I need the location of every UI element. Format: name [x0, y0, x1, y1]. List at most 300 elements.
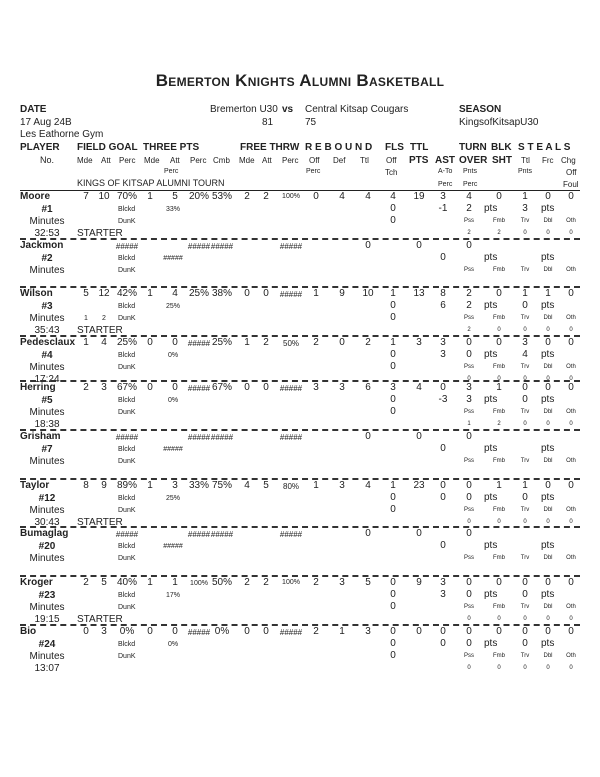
player-name: Bumaglag — [20, 528, 69, 539]
stat-tpp: ##### — [187, 628, 211, 637]
oth-label: Oth — [566, 409, 576, 415]
stat-fls: 0 — [390, 577, 396, 588]
blocked-label: Blckd — [118, 255, 136, 262]
stat-fgp: ##### — [115, 242, 139, 251]
fmb-label: Fmb — [493, 315, 505, 321]
three-pt-attempt-perc: 0% — [167, 352, 179, 359]
minutes-label: Minutes — [29, 362, 65, 373]
to-oth: 0 — [569, 665, 573, 671]
starter-label: STARTER — [77, 325, 123, 336]
col-steals: S T E A L S — [518, 142, 571, 153]
col-fg-perc: Perc — [119, 156, 136, 165]
trv-label: Trv — [520, 364, 530, 370]
fmb-label: Fmb — [493, 218, 505, 224]
dbl-label: Dbl — [543, 267, 553, 273]
blocked-label: Blckd — [118, 543, 136, 550]
three-pt-attempt-perc: 33% — [165, 206, 181, 213]
dbl-label: Dbl — [543, 458, 553, 464]
player-number: #23 — [38, 590, 56, 601]
stat-tpm: 0 — [147, 626, 153, 637]
stat-tpm: 1 — [147, 288, 153, 299]
three-pt-attempt-perc: 25% — [165, 495, 181, 502]
player-divider — [20, 429, 580, 431]
col-tch: Tch — [385, 168, 398, 177]
fmb-label: Fmb — [493, 409, 505, 415]
to-fmb: 0 — [497, 519, 501, 525]
pts-label: pts — [541, 252, 555, 263]
stat-fga: 4 — [101, 337, 107, 348]
pts-label: pts — [484, 300, 498, 311]
stat-tpp: 25% — [188, 288, 210, 299]
fmb-label: Fmb — [493, 458, 505, 464]
player-number: #1 — [41, 204, 53, 215]
dbl-label: Dbl — [543, 555, 553, 561]
stat-blk: 0 — [496, 626, 502, 637]
to-oth: 0 — [569, 519, 573, 525]
stat-ftp: 100% — [282, 193, 300, 200]
stat-reb: 4 — [365, 480, 371, 491]
stat-tpa: 0 — [172, 337, 178, 348]
to-trv: 0 — [523, 230, 527, 236]
pss-label: Pss — [463, 653, 475, 659]
stat-cmb: 50% — [211, 577, 233, 588]
stat-to: 3 — [466, 382, 472, 393]
stat-fgp: 25% — [116, 337, 138, 348]
stat-pts: 0 — [416, 240, 422, 251]
to-pss: 2 — [467, 327, 471, 333]
col-fg-att: Att — [101, 156, 111, 165]
pss-label: Pss — [463, 507, 475, 513]
stat-def: 3 — [339, 382, 345, 393]
dbl-label: Dbl — [543, 218, 553, 224]
stat-ast: 3 — [440, 577, 446, 588]
stat-tpa: 4 — [172, 288, 178, 299]
stat-fls: 3 — [390, 382, 396, 393]
stat-tpp: ##### — [187, 242, 211, 251]
fouls-other: 0 — [390, 650, 396, 661]
stat-off: 2 — [313, 577, 319, 588]
stat-tpp: ##### — [187, 530, 211, 539]
trv-label: Trv — [520, 458, 530, 464]
oth-label: Oth — [566, 458, 576, 464]
stat-st: 1 — [522, 288, 528, 299]
assist-to-ratio: 0 — [440, 540, 446, 551]
fouls-tech: 0 — [390, 300, 396, 311]
stat-frc: 0 — [545, 626, 551, 637]
stat-frc: 0 — [545, 191, 551, 202]
stat-fgm: 5 — [83, 288, 89, 299]
stat-ftp: ##### — [279, 628, 303, 637]
oth-label: Oth — [566, 653, 576, 659]
minutes-played: 35:43 — [34, 325, 60, 336]
stat-tpm: 1 — [147, 191, 153, 202]
turnover-points: 2 — [466, 203, 472, 214]
pts-label: pts — [484, 394, 498, 405]
to-trv: 0 — [523, 376, 527, 382]
assist-to-ratio: 3 — [440, 349, 446, 360]
to-trv: 0 — [523, 421, 527, 427]
stat-ast: 8 — [440, 288, 446, 299]
stat-ftm: 1 — [244, 337, 250, 348]
fmb-label: Fmb — [493, 267, 505, 273]
player-number: #24 — [38, 639, 56, 650]
stat-off: 3 — [313, 382, 319, 393]
stat-tpp: ##### — [187, 433, 211, 442]
stat-fgm: 1 — [83, 337, 89, 348]
oth-label: Oth — [566, 218, 576, 224]
pts-label: pts — [484, 443, 498, 454]
assist-to-ratio: -3 — [438, 394, 448, 405]
player-divider — [20, 526, 580, 528]
fouls-tech: 0 — [390, 349, 396, 360]
stat-tpp: ##### — [187, 384, 211, 393]
pts-label: pts — [541, 492, 555, 503]
oth-label: Oth — [566, 267, 576, 273]
col-a-to: A-To — [438, 168, 453, 175]
steal-points: 0 — [522, 589, 528, 600]
stat-fgp: 40% — [116, 577, 138, 588]
stat-fta: 0 — [263, 626, 269, 637]
player-number: #2 — [41, 253, 53, 264]
stat-fgp: ##### — [115, 433, 139, 442]
col-reb-perc: Perc — [306, 168, 321, 175]
stat-tpm: 1 — [147, 577, 153, 588]
stat-fta: 2 — [263, 337, 269, 348]
dunk-label: DunK — [118, 218, 136, 225]
stat-reb: 4 — [365, 191, 371, 202]
stat-off: 1 — [313, 480, 319, 491]
dbl-label: Dbl — [543, 409, 553, 415]
player-name: Moore — [20, 191, 50, 202]
stat-pts: 19 — [413, 191, 425, 202]
pss-label: Pss — [463, 458, 475, 464]
to-fmb: 2 — [497, 230, 501, 236]
pts-label: pts — [541, 589, 555, 600]
player-name: Bio — [20, 626, 37, 637]
stat-chg: 0 — [568, 626, 574, 637]
steal-points: 4 — [522, 349, 528, 360]
stat-fgp: 42% — [116, 288, 138, 299]
stat-tpp: 100% — [190, 580, 208, 587]
stat-st: 0 — [522, 382, 528, 393]
col-st-pnts: Pnts — [518, 168, 533, 175]
tournament-name: KINGS OF KITSAP ALUMNI TOURN — [77, 178, 225, 188]
to-fmb: 0 — [497, 616, 501, 622]
stat-tpm: 1 — [147, 480, 153, 491]
pts-label: pts — [484, 589, 498, 600]
pts-label: pts — [541, 394, 555, 405]
stat-def: 9 — [339, 288, 345, 299]
stat-reb: 6 — [365, 382, 371, 393]
to-dbl: 0 — [546, 519, 550, 525]
blocked-label: Blckd — [118, 446, 136, 453]
stat-def: 0 — [339, 337, 345, 348]
stat-ftp: 100% — [282, 579, 300, 586]
minutes-label: Minutes — [29, 216, 65, 227]
stat-pts: 0 — [416, 431, 422, 442]
stat-cmb: 75% — [211, 480, 233, 491]
turnover-points: 0 — [466, 638, 472, 649]
stat-ftm: 0 — [244, 382, 250, 393]
stat-fls: 1 — [390, 337, 396, 348]
minutes-label: Minutes — [29, 407, 65, 418]
blocked-label: Blckd — [118, 397, 136, 404]
player-divider — [20, 238, 580, 240]
vs-label: vs — [282, 104, 294, 115]
stat-fga: 10 — [98, 191, 110, 202]
fouls-other: 0 — [390, 504, 396, 515]
player-number: #3 — [41, 301, 53, 312]
stat-tpa: 0 — [172, 382, 178, 393]
oth-label: Oth — [566, 364, 576, 370]
fouls-tech: 0 — [390, 203, 396, 214]
col-ast: AST — [435, 155, 455, 166]
turnover-points: 3 — [466, 394, 472, 405]
pss-label: Pss — [463, 604, 475, 610]
to-trv: 0 — [523, 519, 527, 525]
stat-st: 0 — [522, 626, 528, 637]
stat-cmb: ##### — [210, 530, 234, 539]
pss-label: Pss — [463, 409, 475, 415]
dunk-label: DunK — [118, 604, 136, 611]
to-dbl: 0 — [546, 327, 550, 333]
home-team: Bremerton U30 — [210, 104, 278, 115]
stat-fgm: 7 — [83, 191, 89, 202]
fmb-label: Fmb — [493, 555, 505, 561]
dbl-label: Dbl — [543, 604, 553, 610]
fouls-other: 0 — [390, 601, 396, 612]
fmb-label: Fmb — [493, 364, 505, 370]
col-cmb: Cmb — [213, 156, 230, 165]
oth-label: Oth — [566, 604, 576, 610]
stat-cmb: ##### — [210, 433, 234, 442]
stat-ast: 3 — [440, 337, 446, 348]
to-fmb: 0 — [497, 665, 501, 671]
pss-label: Pss — [463, 267, 475, 273]
stat-fgp: ##### — [115, 530, 139, 539]
pts-label: pts — [541, 203, 555, 214]
player-name: Herring — [20, 382, 56, 393]
dbl-label: Dbl — [543, 364, 553, 370]
stat-tpa: 5 — [172, 191, 178, 202]
stat-ast: 3 — [440, 191, 446, 202]
minutes-played: 30:43 — [34, 517, 60, 528]
stat-fta: 2 — [263, 191, 269, 202]
player-number: #12 — [38, 493, 56, 504]
stat-tpp: ##### — [187, 339, 211, 348]
dunk-label: DunK — [118, 364, 136, 371]
stat-cmb: 25% — [211, 337, 233, 348]
to-dbl: 0 — [546, 421, 550, 427]
stat-to: 0 — [466, 577, 472, 588]
blocked-label: Blckd — [118, 592, 136, 599]
oth-label: Oth — [566, 315, 576, 321]
pss-label: Pss — [463, 218, 475, 224]
to-pss: 0 — [467, 616, 471, 622]
player-name: Kroger — [20, 577, 53, 588]
fouls-other: 0 — [390, 406, 396, 417]
dbl-label: Dbl — [543, 507, 553, 513]
col-fg-mde: Mde — [77, 156, 93, 165]
to-pss: 1 — [467, 421, 471, 427]
fmb-label: Fmb — [493, 653, 505, 659]
col-turn: TURN — [459, 142, 487, 153]
to-dbl: 0 — [546, 376, 550, 382]
stat-tpp: 20% — [188, 191, 210, 202]
col-3p-perc: Perc — [190, 156, 207, 165]
col-over: OVER — [459, 155, 488, 166]
pts-label: pts — [484, 349, 498, 360]
stat-tpm: 0 — [147, 382, 153, 393]
stat-pts: 0 — [416, 626, 422, 637]
stat-pts: 23 — [413, 480, 425, 491]
player-number: #7 — [41, 444, 53, 455]
oth-label: Oth — [566, 507, 576, 513]
dbl-label: Dbl — [543, 653, 553, 659]
to-fmb: 0 — [497, 327, 501, 333]
trv-label: Trv — [520, 315, 530, 321]
col-chg: Chg — [561, 156, 576, 165]
to-oth: 0 — [569, 376, 573, 382]
stat-tpp: 33% — [188, 480, 210, 491]
fouls-other: 0 — [390, 312, 396, 323]
stat-st: 0 — [522, 577, 528, 588]
col-player: PLAYER — [20, 142, 60, 153]
stat-frc: 0 — [545, 337, 551, 348]
col-ft-mde: Mde — [239, 156, 255, 165]
stat-frc: 1 — [545, 288, 551, 299]
stat-fls: 1 — [390, 480, 396, 491]
stat-fls: 1 — [390, 288, 396, 299]
dunk-made: 1 — [84, 315, 88, 322]
stat-def: 3 — [339, 480, 345, 491]
steal-points: 3 — [522, 203, 528, 214]
starter-label: STARTER — [77, 517, 123, 528]
stat-pts: 13 — [413, 288, 425, 299]
stat-to: 0 — [466, 528, 472, 539]
stat-to: 0 — [466, 431, 472, 442]
stat-chg: 0 — [568, 191, 574, 202]
col-pnts-perc: Perc — [463, 181, 478, 188]
pss-label: Pss — [463, 555, 475, 561]
stat-fgm: 2 — [83, 382, 89, 393]
stat-tpa: 1 — [172, 577, 178, 588]
minutes-played: 18:38 — [34, 419, 60, 430]
fmb-label: Fmb — [493, 604, 505, 610]
to-trv: 0 — [523, 665, 527, 671]
assist-to-ratio: -1 — [438, 203, 448, 214]
turnover-points: 0 — [466, 492, 472, 503]
to-pss: 0 — [467, 665, 471, 671]
stat-chg: 0 — [568, 577, 574, 588]
pts-label: pts — [541, 638, 555, 649]
col-a-to-perc: Perc — [438, 181, 453, 188]
dbl-label: Dbl — [543, 315, 553, 321]
col-att-perc: Perc — [164, 168, 179, 175]
stat-cmb: 53% — [211, 191, 233, 202]
col-3p-mde: Mde — [144, 156, 160, 165]
stat-st: 3 — [522, 337, 528, 348]
stat-blk: 0 — [496, 577, 502, 588]
player-number: #4 — [41, 350, 53, 361]
player-name: Pedesclaux — [20, 337, 76, 348]
stat-chg: 0 — [568, 382, 574, 393]
assist-to-ratio: 6 — [440, 300, 446, 311]
col-reb-ttl: Ttl — [360, 156, 369, 165]
blocked-label: Blckd — [118, 641, 136, 648]
minutes-label: Minutes — [29, 265, 65, 276]
assist-to-ratio: 0 — [440, 443, 446, 454]
player-number: #5 — [41, 395, 53, 406]
col-reb-def: Def — [333, 156, 346, 165]
stat-pts: 0 — [416, 528, 422, 539]
starter-label: STARTER — [77, 614, 123, 625]
stat-fta: 0 — [263, 288, 269, 299]
minutes-played: 19:15 — [34, 614, 60, 625]
pts-label: pts — [484, 252, 498, 263]
steal-points: 0 — [522, 638, 528, 649]
stat-to: 0 — [466, 337, 472, 348]
col-ttl: TTL — [410, 142, 429, 153]
col-ft-perc: Perc — [282, 156, 299, 165]
fouls-tech: 0 — [390, 589, 396, 600]
stat-ftm: 2 — [244, 577, 250, 588]
report-title-text: Bemerton Knights Alumni Basketball — [155, 71, 445, 90]
dunk-label: DunK — [118, 555, 136, 562]
stat-reb: 0 — [365, 240, 371, 251]
stat-ftp: 80% — [282, 482, 300, 491]
col-frc: Frc — [542, 156, 554, 165]
turnover-points: 0 — [466, 349, 472, 360]
to-pss: 2 — [467, 230, 471, 236]
stat-ftp: 50% — [282, 339, 300, 348]
stat-tpm: 0 — [147, 337, 153, 348]
stat-fls: 0 — [390, 626, 396, 637]
assist-to-ratio: 0 — [440, 492, 446, 503]
stat-fls: 4 — [390, 191, 396, 202]
col-fls: FLS — [385, 142, 404, 153]
to-dbl: 0 — [546, 616, 550, 622]
col-pts: PTS — [409, 155, 429, 166]
stat-reb: 5 — [365, 577, 371, 588]
stat-off: 1 — [313, 288, 319, 299]
fouls-other: 0 — [390, 215, 396, 226]
three-pt-attempt-perc: 0% — [167, 397, 179, 404]
stat-ast: 0 — [440, 626, 446, 637]
stat-fga: 9 — [101, 480, 107, 491]
minutes-label: Minutes — [29, 505, 65, 516]
assist-to-ratio: 0 — [440, 252, 446, 263]
trv-label: Trv — [520, 409, 530, 415]
stat-off: 0 — [313, 191, 319, 202]
assist-to-ratio: 0 — [440, 638, 446, 649]
stat-to: 4 — [466, 191, 472, 202]
stat-ftm: 0 — [244, 626, 250, 637]
col-ft-att: Att — [262, 156, 272, 165]
minutes-played: 17:24 — [34, 374, 60, 385]
col-foul: Foul — [563, 180, 579, 189]
away-team: Central Kitsap Cougars — [305, 104, 409, 115]
stat-cmb: ##### — [210, 242, 234, 251]
col-st-ttl: Ttl — [521, 156, 530, 165]
minutes-label: Minutes — [29, 553, 65, 564]
stat-ftp: ##### — [279, 290, 303, 299]
to-oth: 0 — [569, 616, 573, 622]
stat-reb: 0 — [365, 431, 371, 442]
game-date: 17 Aug 24B — [20, 117, 72, 128]
three-pt-attempt-perc: ##### — [163, 446, 183, 453]
stat-chg: 0 — [568, 288, 574, 299]
